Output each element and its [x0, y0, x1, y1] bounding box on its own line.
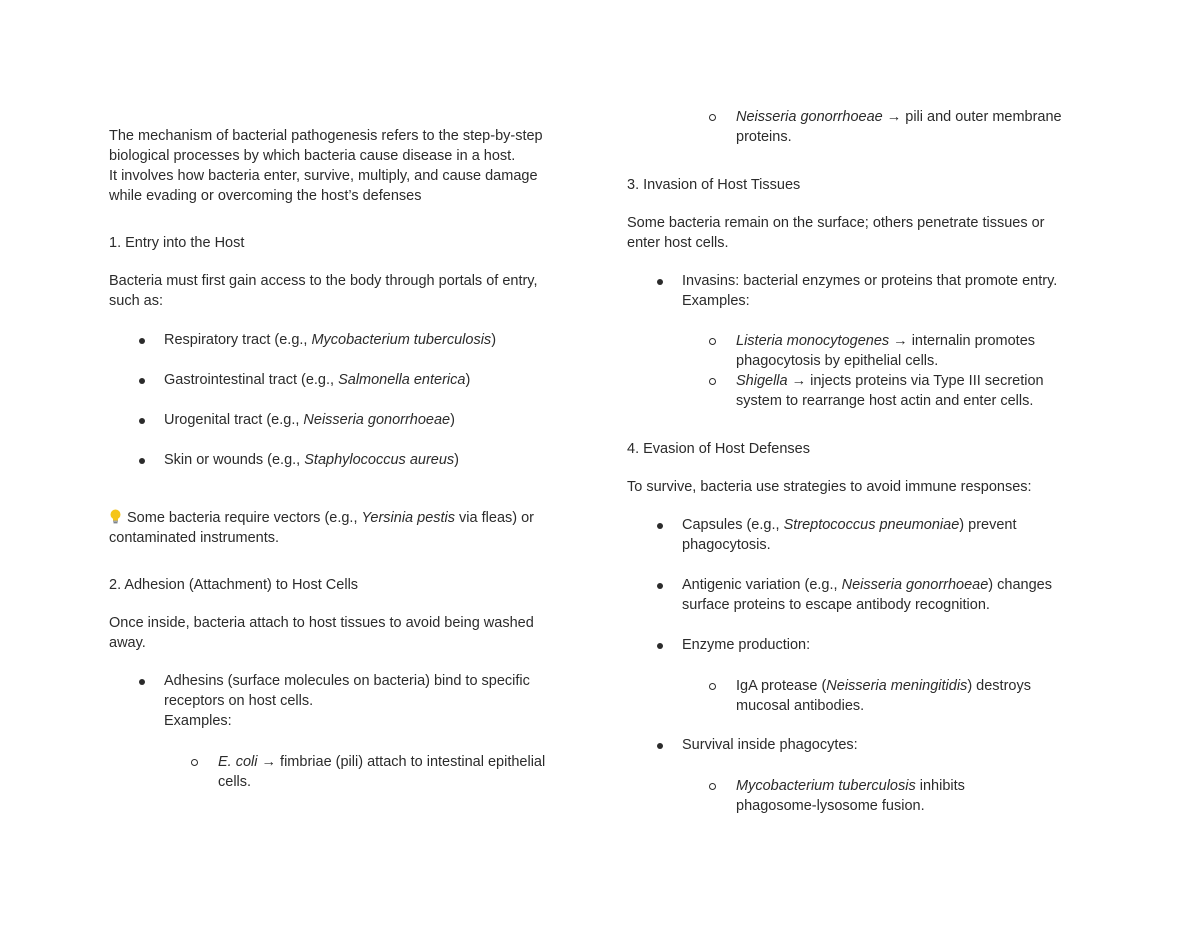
listeria-line-1: Listeria monocytogenes → internalin promotes: [736, 333, 1036, 349]
enzyme-production: Enzyme production:: [682, 637, 811, 653]
antigenic-line-1: Antigenic variation (e.g., Neisseria gonorrhoeae) changes: [682, 577, 1052, 593]
circle-bullet-icon: [709, 683, 716, 690]
section-3-heading: 3. Invasion of Host Tissues: [627, 177, 801, 193]
adhesins-line-1: Adhesins (surface molecules on bacteria) bind to specific: [164, 673, 530, 689]
invasins-line-1: Invasins: bacterial enzymes or proteins that promote entry.: [682, 273, 1058, 289]
circle-bullet-icon: [709, 114, 716, 121]
bullet-icon: [657, 523, 663, 529]
ecoli-line-1: E. coli → fimbriae (pili) attach to intestinal epithelial: [218, 754, 546, 770]
iga-line-1: IgA protease (Neisseria meningitidis) destroys: [736, 678, 1031, 694]
antigenic-line-2: surface proteins to escape antibody recognition.: [682, 597, 990, 613]
bullet-icon: [139, 679, 145, 685]
ecoli-line-2: cells.: [218, 774, 252, 790]
neisseria-line-2: proteins.: [736, 129, 792, 145]
shigella-line-1: Shigella → injects proteins via Type III secretion: [736, 373, 1044, 389]
section-1-para-line-2: such as:: [109, 293, 163, 309]
intro-line-4: while evading or overcoming the host’s defenses: [109, 188, 422, 204]
listeria-line-2: phagocytosis by epithelial cells.: [736, 353, 939, 369]
circle-bullet-icon: [709, 338, 716, 345]
bullet-icon: [657, 583, 663, 589]
section-2-heading: 2. Adhesion (Attachment) to Host Cells: [109, 577, 359, 593]
capsules-line-2: phagocytosis.: [682, 537, 771, 553]
survival-phagocytes: Survival inside phagocytes:: [682, 737, 858, 753]
shigella-line-2: system to rearrange host actin and enter cells.: [736, 393, 1034, 409]
intro-line-2: biological processes by which bacteria cause disease in a host.: [109, 148, 516, 164]
bullet-icon: [657, 279, 663, 285]
intro-line-1: The mechanism of bacterial pathogenesis refers to the step-by-step: [109, 128, 543, 144]
bullet-icon: [139, 378, 145, 384]
myco-line-2: phagosome-lysosome fusion.: [736, 798, 925, 814]
tip-line-1: Some bacteria require vectors (e.g., Yersinia pestis via fleas) or: [109, 508, 534, 528]
bullet-icon: [657, 643, 663, 649]
list-item: Urogenital tract (e.g., Neisseria gonorrhoeae): [164, 412, 455, 428]
intro-line-3: It involves how bacteria enter, survive, multiply, and cause damage: [109, 168, 538, 184]
iga-line-2: mucosal antibodies.: [736, 698, 865, 714]
circle-bullet-icon: [709, 378, 716, 385]
circle-bullet-icon: [709, 783, 716, 790]
section-3-para-line-2: enter host cells.: [627, 235, 729, 251]
list-item: Respiratory tract (e.g., Mycobacterium tuberculosis): [164, 332, 497, 348]
list-item: Gastrointestinal tract (e.g., Salmonella enterica): [164, 372, 471, 388]
section-1-para-line-1: Bacteria must first gain access to the body through portals of entry,: [109, 273, 538, 289]
section-4-heading: 4. Evasion of Host Defenses: [627, 441, 810, 457]
myco-line-1: Mycobacterium tuberculosis inhibits: [736, 778, 965, 794]
neisseria-line-1: Neisseria gonorrhoeae → pili and outer membrane: [736, 109, 1062, 125]
bullet-icon: [657, 743, 663, 749]
bullet-icon: [139, 458, 145, 464]
section-2-para-line-1: Once inside, bacteria attach to host tissues to avoid being washed: [109, 615, 534, 631]
invasins-line-2: Examples:: [682, 293, 750, 309]
tip-line-2: contaminated instruments.: [109, 530, 280, 546]
adhesins-line-3: Examples:: [164, 713, 232, 729]
section-4-para: To survive, bacteria use strategies to avoid immune responses:: [627, 479, 1032, 495]
circle-bullet-icon: [191, 759, 198, 766]
adhesins-line-2: receptors on host cells.: [164, 693, 314, 709]
bullet-icon: [139, 418, 145, 424]
lightbulb-icon: [109, 509, 122, 524]
list-item: Skin or wounds (e.g., Staphylococcus aureus): [164, 452, 460, 468]
bullet-icon: [139, 338, 145, 344]
section-3-para-line-1: Some bacteria remain on the surface; others penetrate tissues or: [627, 215, 1045, 231]
capsules-line-1: Capsules (e.g., Streptococcus pneumoniae) prevent: [682, 517, 1017, 533]
section-1-heading: 1. Entry into the Host: [109, 235, 245, 251]
section-2-para-line-2: away.: [109, 635, 146, 651]
